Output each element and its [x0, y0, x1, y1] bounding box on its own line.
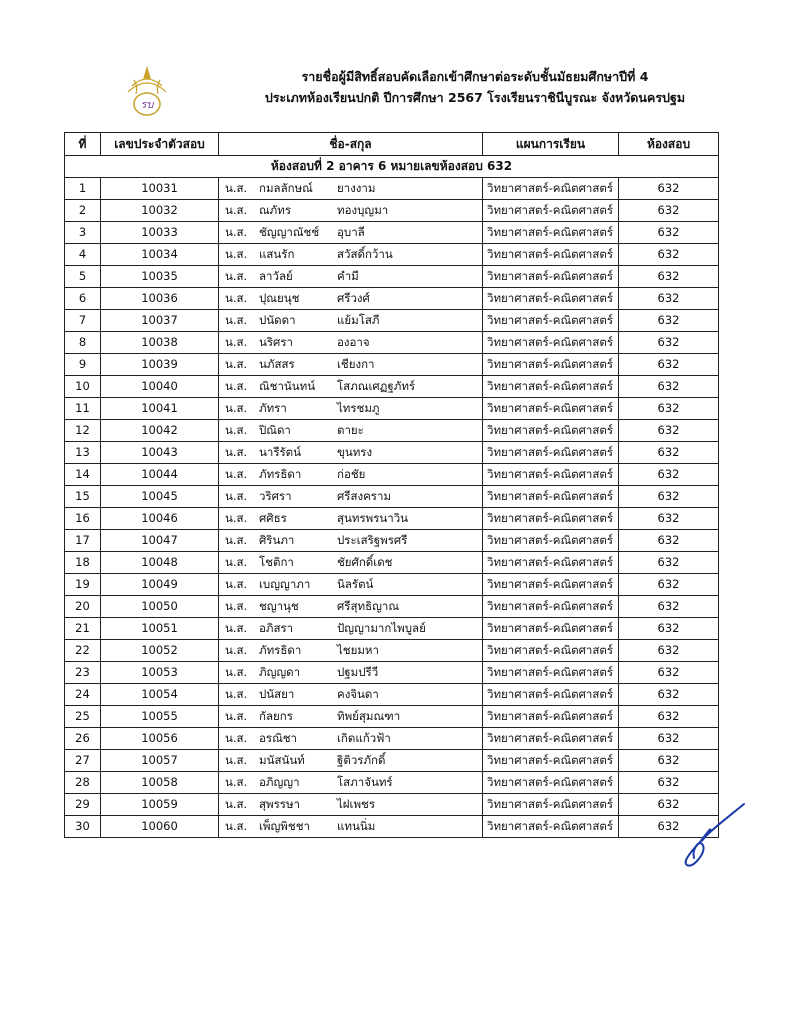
study-plan: วิทยาศาสตร์-คณิตศาสตร์ — [483, 464, 619, 486]
last-name: นิลรัตน์ — [337, 577, 374, 591]
exam-id: 10031 — [101, 178, 219, 200]
exam-id: 10059 — [101, 794, 219, 816]
name-prefix: น.ส. — [225, 225, 248, 239]
logo-text: รบ — [140, 98, 154, 111]
col-header-no: ที่ — [65, 133, 101, 156]
full-name — [219, 332, 483, 354]
last-name: ก่อชัย — [337, 467, 366, 481]
full-name — [219, 288, 483, 310]
row-number: 3 — [65, 222, 101, 244]
exam-id: 10050 — [101, 596, 219, 618]
name-prefix: น.ส. — [225, 665, 248, 679]
study-plan: วิทยาศาสตร์-คณิตศาสตร์ — [483, 244, 619, 266]
first-name: กมลลักษณ์ — [259, 181, 313, 195]
exam-id: 10045 — [101, 486, 219, 508]
col-header-plan: แผนการเรียน — [483, 133, 619, 156]
exam-room: 632 — [619, 640, 719, 662]
exam-room: 632 — [619, 266, 719, 288]
table-row — [65, 398, 719, 420]
table-row — [65, 310, 719, 332]
full-name — [219, 420, 483, 442]
last-name: ฐิติวรภักดิ์ — [337, 753, 386, 767]
exam-id: 10033 — [101, 222, 219, 244]
last-name: อุบาลี — [337, 225, 365, 239]
title-line-1: รายชื่อผู้มีสิทธิ์สอบคัดเลือกเข้าศึกษาต่อระดับชั้นมัธยมศึกษาปีที่ 4 — [301, 69, 649, 84]
row-number: 1 — [65, 178, 101, 200]
full-name — [219, 794, 483, 816]
name-prefix: น.ส. — [225, 269, 248, 283]
table-row — [65, 464, 719, 486]
study-plan: วิทยาศาสตร์-คณิตศาสตร์ — [483, 420, 619, 442]
full-name — [219, 398, 483, 420]
exam-room: 632 — [619, 574, 719, 596]
study-plan: วิทยาศาสตร์-คณิตศาสตร์ — [483, 398, 619, 420]
row-number: 21 — [65, 618, 101, 640]
last-name: เชียงกา — [337, 357, 375, 371]
study-plan: วิทยาศาสตร์-คณิตศาสตร์ — [483, 178, 619, 200]
exam-room: 632 — [619, 618, 719, 640]
exam-id: 10048 — [101, 552, 219, 574]
first-name: อรณิชา — [259, 731, 298, 745]
table-row — [65, 662, 719, 684]
row-number: 29 — [65, 794, 101, 816]
name-prefix: น.ส. — [225, 291, 248, 305]
row-number: 6 — [65, 288, 101, 310]
last-name: เกิดแก้วฟ้า — [337, 731, 391, 745]
full-name — [219, 816, 483, 838]
first-name: เบญญาภา — [259, 577, 311, 591]
row-number: 20 — [65, 596, 101, 618]
last-name: แย้มโสภี — [337, 313, 380, 327]
full-name — [219, 244, 483, 266]
exam-room: 632 — [619, 662, 719, 684]
exam-id: 10037 — [101, 310, 219, 332]
study-plan: วิทยาศาสตร์-คณิตศาสตร์ — [483, 486, 619, 508]
full-name — [219, 310, 483, 332]
row-number: 8 — [65, 332, 101, 354]
first-name: อภิสรา — [259, 621, 294, 635]
last-name: ขุนทรง — [337, 445, 373, 459]
row-number: 27 — [65, 750, 101, 772]
last-name: ปัญญามากไพบูลย์ — [337, 621, 426, 635]
last-name: ศรีวงศ์ — [337, 291, 370, 305]
row-number: 28 — [65, 772, 101, 794]
first-name: ภิญญดา — [259, 665, 301, 679]
row-number: 30 — [65, 816, 101, 838]
study-plan: วิทยาศาสตร์-คณิตศาสตร์ — [483, 574, 619, 596]
first-name: ลาวัลย์ — [259, 269, 293, 283]
signature — [672, 800, 752, 872]
exam-room-row — [65, 156, 719, 178]
exam-id: 10038 — [101, 332, 219, 354]
study-plan: วิทยาศาสตร์-คณิตศาสตร์ — [483, 376, 619, 398]
table-row — [65, 816, 719, 838]
name-prefix: น.ส. — [225, 555, 248, 569]
first-name: นภัสสร — [259, 357, 295, 371]
table-row — [65, 552, 719, 574]
exam-id: 10053 — [101, 662, 219, 684]
study-plan: วิทยาศาสตร์-คณิตศาสตร์ — [483, 354, 619, 376]
name-prefix: น.ส. — [225, 775, 248, 789]
exam-id: 10052 — [101, 640, 219, 662]
study-plan: วิทยาศาสตร์-คณิตศาสตร์ — [483, 596, 619, 618]
exam-id: 10032 — [101, 200, 219, 222]
exam-id: 10041 — [101, 398, 219, 420]
name-prefix: น.ส. — [225, 489, 248, 503]
table-row — [65, 178, 719, 200]
exam-id: 10046 — [101, 508, 219, 530]
full-name — [219, 376, 483, 398]
full-name — [219, 442, 483, 464]
exam-id: 10043 — [101, 442, 219, 464]
exam-room: 632 — [619, 684, 719, 706]
study-plan: วิทยาศาสตร์-คณิตศาสตร์ — [483, 728, 619, 750]
full-name — [219, 662, 483, 684]
study-plan: วิทยาศาสตร์-คณิตศาสตร์ — [483, 288, 619, 310]
table-row — [65, 376, 719, 398]
row-number: 10 — [65, 376, 101, 398]
exam-id: 10035 — [101, 266, 219, 288]
exam-room: 632 — [619, 420, 719, 442]
table-row — [65, 530, 719, 552]
exam-room: 632 — [619, 530, 719, 552]
study-plan: วิทยาศาสตร์-คณิตศาสตร์ — [483, 310, 619, 332]
full-name — [219, 552, 483, 574]
study-plan: วิทยาศาสตร์-คณิตศาสตร์ — [483, 552, 619, 574]
name-prefix: น.ส. — [225, 731, 248, 745]
exam-room: 632 — [619, 750, 719, 772]
table-row — [65, 618, 719, 640]
full-name — [219, 200, 483, 222]
exam-id: 10040 — [101, 376, 219, 398]
exam-room: 632 — [619, 288, 719, 310]
exam-room: 632 — [619, 464, 719, 486]
name-prefix: น.ส. — [225, 313, 248, 327]
last-name: สวัสดิ์กว้าน — [337, 247, 393, 261]
study-plan: วิทยาศาสตร์-คณิตศาสตร์ — [483, 662, 619, 684]
exam-id: 10042 — [101, 420, 219, 442]
full-name — [219, 530, 483, 552]
study-plan: วิทยาศาสตร์-คณิตศาสตร์ — [483, 640, 619, 662]
name-prefix: น.ส. — [225, 819, 248, 833]
exam-id: 10039 — [101, 354, 219, 376]
exam-room-label: ห้องสอบที่ 2 อาคาร 6 หมายเลขห้องสอบ 632 — [65, 156, 719, 178]
last-name: ไฝเพชร — [337, 797, 376, 811]
first-name: นริศรา — [259, 335, 293, 349]
last-name: ศรีสุทธิญาณ — [337, 599, 400, 613]
first-name: เพ็ญพิชชา — [259, 819, 310, 833]
last-name: ชัยศักดิ์เดช — [337, 555, 393, 569]
full-name — [219, 596, 483, 618]
row-number: 11 — [65, 398, 101, 420]
last-name: องอาจ — [337, 335, 370, 349]
study-plan: วิทยาศาสตร์-คณิตศาสตร์ — [483, 266, 619, 288]
last-name: แทนนิ่ม — [337, 819, 376, 833]
last-name: ไทรชมภู — [337, 401, 380, 415]
name-prefix: น.ส. — [225, 181, 248, 195]
name-prefix: น.ส. — [225, 379, 248, 393]
row-number: 25 — [65, 706, 101, 728]
first-name: อภิญญา — [259, 775, 300, 789]
exam-room: 632 — [619, 816, 719, 838]
table-row — [65, 640, 719, 662]
study-plan: วิทยาศาสตร์-คณิตศาสตร์ — [483, 684, 619, 706]
name-prefix: น.ส. — [225, 401, 248, 415]
name-prefix: น.ส. — [225, 335, 248, 349]
exam-id: 10054 — [101, 684, 219, 706]
col-header-name: ชื่อ-สกุล — [219, 133, 483, 156]
first-name: นารีรัตน์ — [259, 445, 302, 459]
full-name — [219, 706, 483, 728]
table-row — [65, 794, 719, 816]
row-number: 7 — [65, 310, 101, 332]
last-name: สุนทรพรนาวิน — [337, 511, 409, 525]
name-prefix: น.ส. — [225, 247, 248, 261]
last-name: ตายะ — [337, 423, 364, 437]
exam-id: 10044 — [101, 464, 219, 486]
row-number: 14 — [65, 464, 101, 486]
table-row — [65, 508, 719, 530]
exam-id: 10057 — [101, 750, 219, 772]
full-name — [219, 728, 483, 750]
full-name — [219, 464, 483, 486]
last-name: ประเสริฐพรศรี — [337, 533, 408, 547]
name-prefix: น.ส. — [225, 445, 248, 459]
table-row — [65, 684, 719, 706]
exam-id: 10060 — [101, 816, 219, 838]
first-name: ศิรินภา — [259, 533, 295, 547]
exam-room: 632 — [619, 376, 719, 398]
first-name: ภัทรธิดา — [259, 643, 302, 657]
table-row — [65, 222, 719, 244]
table-row — [65, 266, 719, 288]
full-name — [219, 354, 483, 376]
name-prefix: น.ส. — [225, 467, 248, 481]
name-prefix: น.ส. — [225, 599, 248, 613]
school-emblem-icon — [122, 64, 172, 120]
first-name: แสนรัก — [259, 247, 295, 261]
full-name — [219, 750, 483, 772]
exam-id: 10034 — [101, 244, 219, 266]
title-line-2: ประเภทห้องเรียนปกติ ปีการศึกษา 2567 โรงเรียนราชินีบูรณะ จังหวัดนครปฐม — [264, 90, 686, 105]
table-row — [65, 772, 719, 794]
exam-room: 632 — [619, 354, 719, 376]
full-name — [219, 574, 483, 596]
name-prefix: น.ส. — [225, 753, 248, 767]
name-prefix: น.ส. — [225, 621, 248, 635]
row-number: 15 — [65, 486, 101, 508]
full-name — [219, 684, 483, 706]
table-row — [65, 596, 719, 618]
study-plan: วิทยาศาสตร์-คณิตศาสตร์ — [483, 200, 619, 222]
table-row — [65, 420, 719, 442]
exam-id: 10051 — [101, 618, 219, 640]
study-plan: วิทยาศาสตร์-คณิตศาสตร์ — [483, 530, 619, 552]
row-number: 18 — [65, 552, 101, 574]
table-row — [65, 288, 719, 310]
exam-room: 632 — [619, 486, 719, 508]
table-row — [65, 706, 719, 728]
study-plan: วิทยาศาสตร์-คณิตศาสตร์ — [483, 332, 619, 354]
first-name: ปุณยนุช — [259, 291, 300, 305]
last-name: ศรีสงคราม — [337, 489, 392, 503]
first-name: ภัทรา — [259, 401, 287, 415]
name-prefix: น.ส. — [225, 797, 248, 811]
first-name: ชัญญาณัชช์ — [259, 225, 320, 239]
full-name — [219, 266, 483, 288]
row-number: 17 — [65, 530, 101, 552]
exam-room: 632 — [619, 442, 719, 464]
name-prefix: น.ส. — [225, 643, 248, 657]
row-number: 24 — [65, 684, 101, 706]
full-name — [219, 178, 483, 200]
row-number: 26 — [65, 728, 101, 750]
exam-id: 10036 — [101, 288, 219, 310]
table-row — [65, 200, 719, 222]
full-name — [219, 222, 483, 244]
last-name: ไชยมหา — [337, 643, 379, 657]
exam-id: 10055 — [101, 706, 219, 728]
row-number: 12 — [65, 420, 101, 442]
last-name: โสภาจันทร์ — [337, 775, 393, 789]
col-header-exam-id: เลขประจำตัวสอบ — [101, 133, 219, 156]
last-name: ยางงาม — [337, 181, 376, 195]
first-name: ชญานุช — [259, 599, 299, 613]
name-prefix: น.ส. — [225, 357, 248, 371]
name-prefix: น.ส. — [225, 687, 248, 701]
exam-id: 10058 — [101, 772, 219, 794]
table-row — [65, 244, 719, 266]
name-prefix: น.ส. — [225, 423, 248, 437]
full-name — [219, 618, 483, 640]
table-row — [65, 486, 719, 508]
first-name: กัลยกร — [259, 709, 293, 723]
study-plan: วิทยาศาสตร์-คณิตศาสตร์ — [483, 508, 619, 530]
first-name: มนัสนันท์ — [259, 753, 305, 767]
exam-room: 632 — [619, 552, 719, 574]
study-plan: วิทยาศาสตร์-คณิตศาสตร์ — [483, 816, 619, 838]
table-row — [65, 574, 719, 596]
full-name — [219, 640, 483, 662]
full-name — [219, 772, 483, 794]
study-plan: วิทยาศาสตร์-คณิตศาสตร์ — [483, 706, 619, 728]
exam-room: 632 — [619, 508, 719, 530]
exam-room: 632 — [619, 772, 719, 794]
row-number: 4 — [65, 244, 101, 266]
full-name — [219, 508, 483, 530]
first-name: สุพรรษา — [259, 797, 300, 811]
exam-room: 632 — [619, 244, 719, 266]
study-plan: วิทยาศาสตร์-คณิตศาสตร์ — [483, 442, 619, 464]
last-name: คำมี — [337, 269, 359, 283]
name-prefix: น.ส. — [225, 577, 248, 591]
first-name: ณภัทร — [259, 203, 292, 217]
row-number: 16 — [65, 508, 101, 530]
exam-room: 632 — [619, 398, 719, 420]
table-row — [65, 750, 719, 772]
exam-room: 632 — [619, 310, 719, 332]
table-row — [65, 728, 719, 750]
study-plan: วิทยาศาสตร์-คณิตศาสตร์ — [483, 222, 619, 244]
last-name: ปฐมปรีวี — [337, 665, 379, 679]
row-number: 2 — [65, 200, 101, 222]
first-name: ศศิธร — [259, 511, 287, 525]
study-plan: วิทยาศาสตร์-คณิตศาสตร์ — [483, 618, 619, 640]
last-name: ทิพย์สุมณฑา — [337, 709, 401, 723]
exam-room: 632 — [619, 596, 719, 618]
row-number: 5 — [65, 266, 101, 288]
exam-room: 632 — [619, 178, 719, 200]
first-name: ปนัดดา — [259, 313, 296, 327]
first-name: ณิชานันทน์ — [259, 379, 316, 393]
table-header-row — [65, 133, 719, 156]
candidate-table — [64, 132, 719, 838]
first-name: ปิณิดา — [259, 423, 291, 437]
exam-room: 632 — [619, 222, 719, 244]
study-plan: วิทยาศาสตร์-คณิตศาสตร์ — [483, 772, 619, 794]
first-name: วริศรา — [259, 489, 292, 503]
last-name: คงจินดา — [337, 687, 379, 701]
exam-id: 10049 — [101, 574, 219, 596]
row-number: 13 — [65, 442, 101, 464]
exam-id: 10047 — [101, 530, 219, 552]
study-plan: วิทยาศาสตร์-คณิตศาสตร์ — [483, 794, 619, 816]
last-name: โสภณเศฏฐภัทร์ — [337, 379, 416, 393]
last-name: ทองบุญมา — [337, 203, 389, 217]
full-name — [219, 486, 483, 508]
first-name: ภัทรธิดา — [259, 467, 302, 481]
row-number: 9 — [65, 354, 101, 376]
first-name: โชติกา — [259, 555, 294, 569]
exam-room: 632 — [619, 332, 719, 354]
name-prefix: น.ส. — [225, 709, 248, 723]
table-row — [65, 332, 719, 354]
row-number: 22 — [65, 640, 101, 662]
name-prefix: น.ส. — [225, 203, 248, 217]
exam-room: 632 — [619, 706, 719, 728]
table-row — [65, 442, 719, 464]
page-title — [180, 66, 770, 108]
exam-id: 10056 — [101, 728, 219, 750]
row-number: 23 — [65, 662, 101, 684]
row-number: 19 — [65, 574, 101, 596]
table-row — [65, 354, 719, 376]
first-name: ปนัสยา — [259, 687, 295, 701]
study-plan: วิทยาศาสตร์-คณิตศาสตร์ — [483, 750, 619, 772]
name-prefix: น.ส. — [225, 511, 248, 525]
exam-room: 632 — [619, 728, 719, 750]
name-prefix: น.ส. — [225, 533, 248, 547]
col-header-room: ห้องสอบ — [619, 133, 719, 156]
exam-room: 632 — [619, 200, 719, 222]
exam-room: 632 — [619, 794, 719, 816]
